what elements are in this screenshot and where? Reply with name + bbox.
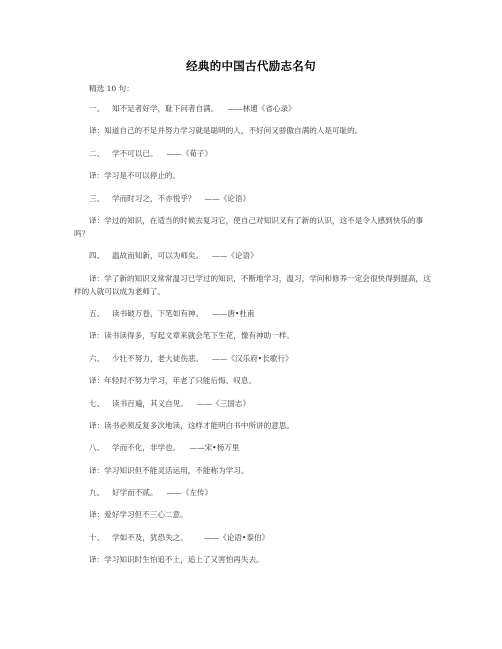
- quote-source: ——《三国志》: [196, 399, 251, 408]
- translation-text: 译：年轻时不努力学习，年老了只能后悔、叹息。: [89, 376, 257, 385]
- quote-text: 读书百遍，其义自见。: [112, 399, 188, 408]
- item-number: 三、: [89, 194, 105, 203]
- quote-line: [89, 149, 212, 159]
- translation-text: 译：学习是不可以停止的。: [89, 171, 181, 180]
- translation-text: 译：读书必须反复多次地读，这样才能明白书中所讲的意思。: [89, 421, 295, 430]
- quote-line: [89, 194, 250, 204]
- quote-source: ——宋•杨万里: [189, 443, 240, 452]
- quote-source: ——林逋《省心录》: [227, 104, 296, 113]
- quote-source: ——唐•杜甫: [212, 309, 255, 318]
- quote-source: ——《论语》: [212, 251, 258, 260]
- quote-line: [89, 354, 293, 364]
- quote-text: 少壮不努力，老大徒伤悲。: [112, 354, 204, 363]
- quote-text: 读书破万卷，下笔如有神。: [112, 309, 204, 318]
- quote-text: 温故而知新，可以为师矣。: [112, 251, 204, 260]
- translation-text: 译：读书读得多，写起文章来就会笔下生花，像有神助一样。: [89, 331, 295, 340]
- quote-text: 知不足者好学，耻下问者自满。: [112, 104, 219, 113]
- quote-line: [89, 399, 250, 409]
- quote-text: 学而时习之，不亦悦乎？: [112, 194, 196, 203]
- quote-text: 学不可以已。: [112, 149, 158, 158]
- quote-source: ——《论语•泰伯》: [203, 533, 270, 542]
- quote-line: [89, 309, 255, 319]
- quote-line: [89, 104, 296, 114]
- quote-source: ——《荀子》: [166, 149, 213, 158]
- quote-source: ——《汉乐府•长歌行》: [212, 354, 293, 363]
- intro-text: 精选 10 句：: [89, 84, 134, 93]
- item-number: 九、: [89, 488, 105, 497]
- translation-text: 译：知道自己的不足并努力学习就是聪明的人，不好问又骄傲自满的人是可耻的。: [89, 126, 363, 135]
- item-number: 四、: [89, 251, 105, 260]
- translation-text: 译：学过的知识，在适当的时候去复习它，使自己对知识又有了新的认识，这不是令人感到快乐的事吗？: [74, 216, 424, 238]
- item-number: 六、: [89, 354, 105, 363]
- item-number: 五、: [89, 309, 105, 318]
- item-number: 一、: [89, 104, 105, 113]
- translation-text: 译：爱好学习但不三心二意。: [89, 510, 188, 519]
- quote-line: [89, 488, 212, 498]
- quote-line: [89, 443, 239, 453]
- quote-source: ——《论语》: [204, 194, 251, 203]
- quote-line: [89, 251, 258, 261]
- quote-text: 学而不化，非学也。: [112, 443, 181, 452]
- quote-source: ——《左传》: [166, 488, 213, 497]
- quote-text: 学如不及，犹恐失之。: [112, 533, 188, 542]
- translation-text: 译：学了新的知识又常常温习已学过的知识，不断地学习，温习，学问和修养一定会很快得到提高，这样的人就可以成为老师了。: [74, 274, 431, 296]
- item-number: 七、: [89, 399, 105, 408]
- translation-text: 译：学习知识但不能灵活运用，不能称为学习。: [89, 466, 249, 475]
- quote-text: 好学而不贰。: [112, 488, 158, 497]
- item-number: 二、: [89, 149, 105, 158]
- quote-line: [89, 533, 269, 543]
- item-number: 八、: [89, 443, 105, 452]
- document-title: 经典的中国古代励志名句: [186, 59, 316, 73]
- translation-text: 译：学习知识时生怕追不上，追上了又害怕再失去。: [89, 555, 264, 564]
- item-number: 十、: [89, 533, 105, 542]
